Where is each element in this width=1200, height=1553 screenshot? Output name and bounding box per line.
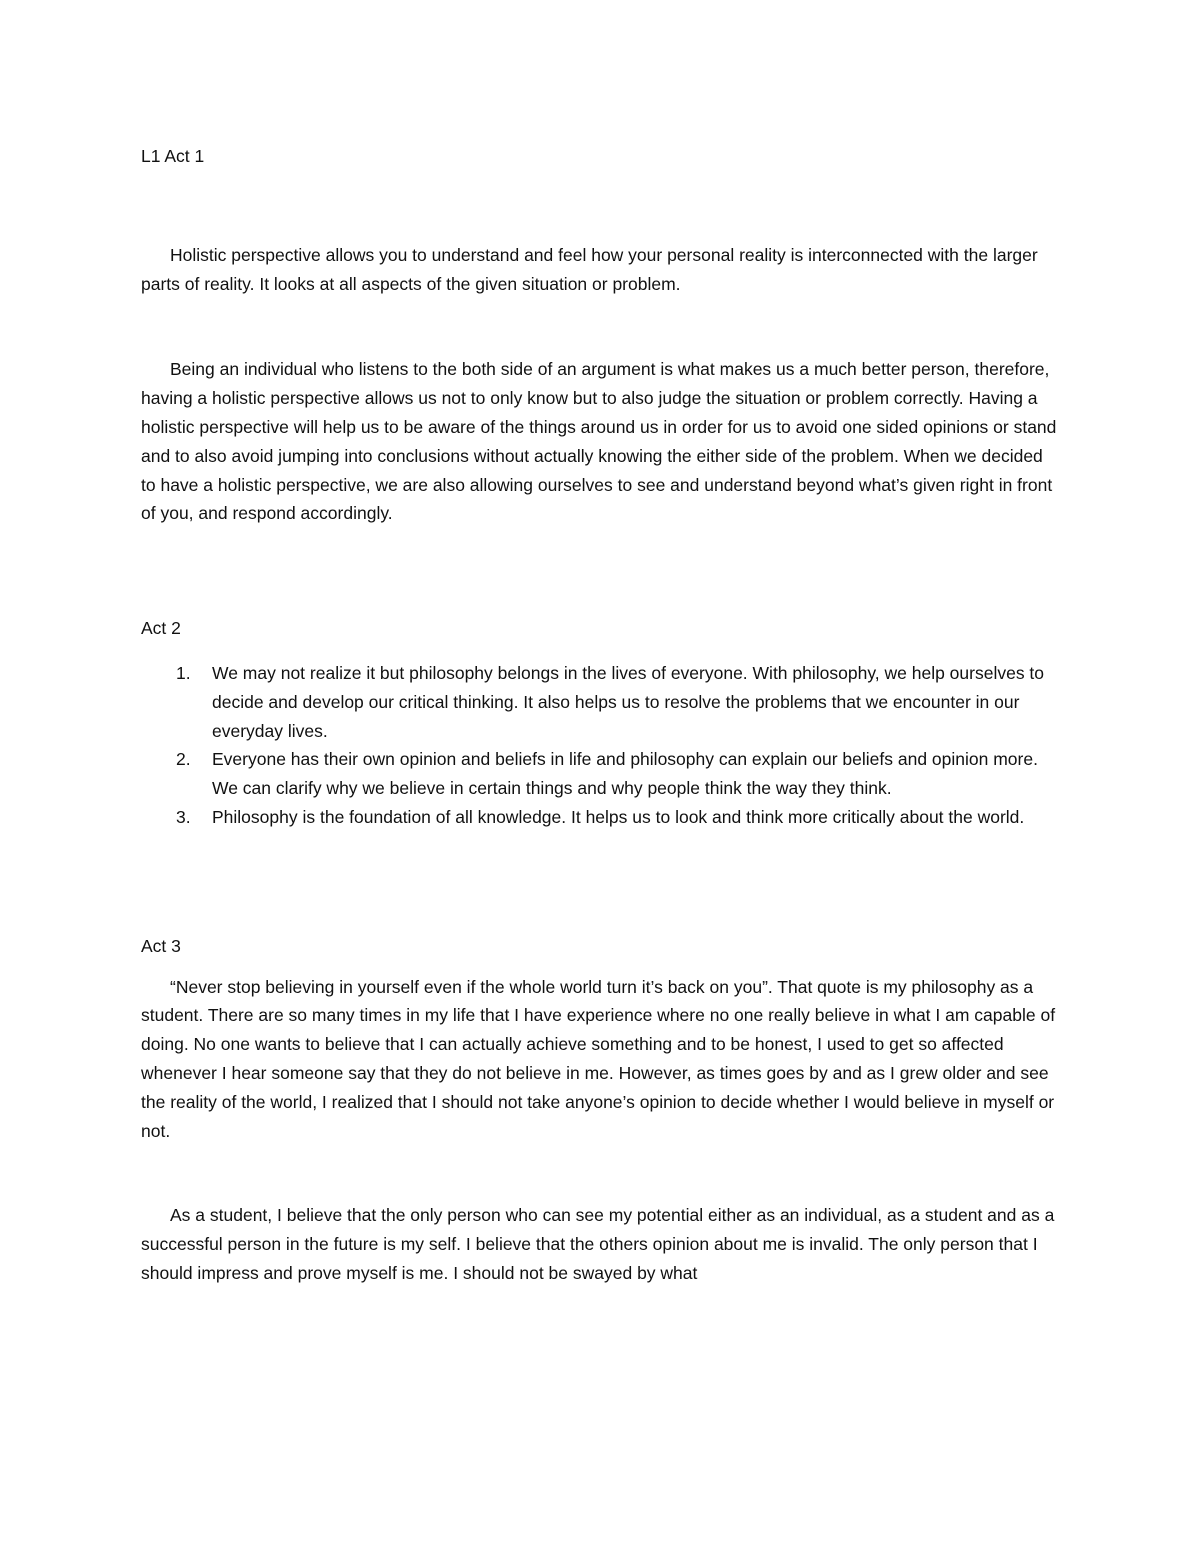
document-content	[141, 142, 1059, 1288]
act3-paragraph-2: As a student, I believe that the only person who can see my potential either as an individual, as a student and as a successful person in the future is my self. I believe that the others opinion about me is invalid. The only person that I should impress and prove myself is me. I should not be swayed by what	[141, 1205, 1055, 1283]
act1-paragraph-1: Holistic perspective allows you to understand and feel how your personal reality is interconnected with the larger parts of reality. It looks at all aspects of the given situation or problem.	[141, 244, 1038, 294]
act3-heading: Act 3	[141, 935, 181, 956]
act2-list	[141, 659, 1059, 832]
act2-list-item-2	[141, 745, 1059, 803]
list-item-text: Everyone has their own opinion and beliefs in life and philosophy can explain our beliefs and opinion more. We can clarify why we believe in certain things and why people think the way they think.	[212, 749, 1038, 799]
list-item-number: 1.	[176, 662, 191, 683]
act1-paragraph-2: Being an individual who listens to the both side of an argument is what makes us a much better person, therefore, having a holistic perspective allows us not to only know but to also judge the situation or problem correctly. Having a holistic perspective will help us to be aware of the things around us in order for us to avoid one sided opinions or stand and to also avoid jumping into conclusions without actually knowing the either side of the problem. When we decided to have a holistic perspective, we are also allowing ourselves to see and understand beyond what’s given right in front of you, and respond accordingly.	[141, 359, 1057, 524]
list-item-number: 3.	[176, 806, 191, 827]
act2-list-item-1	[141, 659, 1059, 745]
list-item-text: Philosophy is the foundation of all knowledge. It helps us to look and think more critically about the world.	[212, 806, 1025, 827]
list-item-number: 2.	[176, 749, 191, 770]
act2-list-item-3	[141, 803, 1059, 832]
act3-paragraph-1: “Never stop believing in yourself even if the whole world turn it’s back on you”. That quote is my philosophy as a student. There are so many times in my life that I have experience where no one really believe in what I am capable of doing. No one wants to believe that I can actually achieve something and to be honest, I used to get so affected whenever I hear someone say that they do not believe in me. However, as times goes by and as I grew older and see the reality of the world, I realized that I should not take anyone’s opinion to decide whether I would believe in myself or not.	[141, 976, 1056, 1141]
list-item-text: We may not realize it but philosophy belongs in the lives of everyone. With philosophy, we help ourselves to decide and develop our critical thinking. It also helps us to resolve the problems that we encounter in our everyday lives.	[212, 662, 1045, 741]
act1-heading: L1 Act 1	[141, 146, 205, 166]
act2-heading: Act 2	[141, 618, 181, 639]
